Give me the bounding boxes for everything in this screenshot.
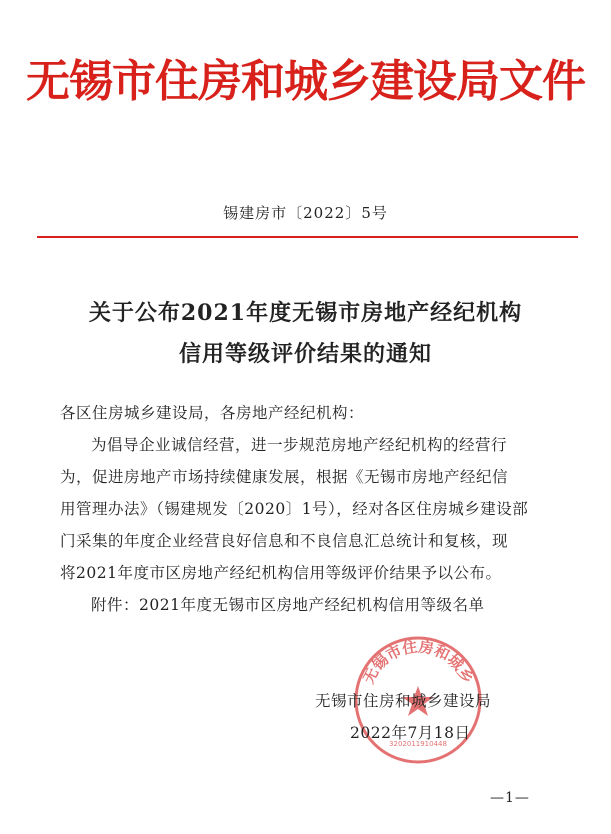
document-header-title: 无锡市住房和城乡建设局文件	[26, 56, 585, 107]
salutation: 各区住房城乡建设局，各房地产经纪机构：	[60, 404, 365, 422]
paragraph-line: 将2021年度市区房地产经纪机构信用等级评价结果予以公布。	[60, 564, 502, 582]
red-divider-line	[37, 236, 578, 238]
notice-title-line-2: 信用等级评价结果的通知	[178, 341, 432, 367]
seal-serial: 3202011910448	[389, 740, 447, 748]
paragraph-line: 为，促进房地产市场持续健康发展，根据《无锡市房地产经纪信	[60, 468, 509, 486]
page-number: —1—	[490, 790, 530, 806]
signature-organization: 无锡市住房和城乡建设局	[315, 692, 492, 710]
paragraph-line: 门采集的年度企业经营良好信息和不良信息汇总统计和复核，现	[60, 532, 509, 550]
document-number: 锡建房市〔2022〕5号	[223, 204, 388, 222]
attachment-line: 附件：2021年度无锡市区房地产经纪机构信用等级名单	[91, 596, 485, 614]
paragraph-line: 为倡导企业诚信经营，进一步规范房地产经纪机构的经营行	[91, 436, 508, 454]
paragraph-line: 用管理办法》（锡建规发〔2020〕1号），经对各区住房城乡建设部	[60, 500, 529, 518]
signature-date: 2022年7月18日	[350, 724, 471, 742]
notice-title-line-1: 关于公布2021年度无锡市房地产经纪机构	[88, 300, 523, 326]
seal-arc-text: 无锡市住房和城乡	[359, 637, 477, 687]
